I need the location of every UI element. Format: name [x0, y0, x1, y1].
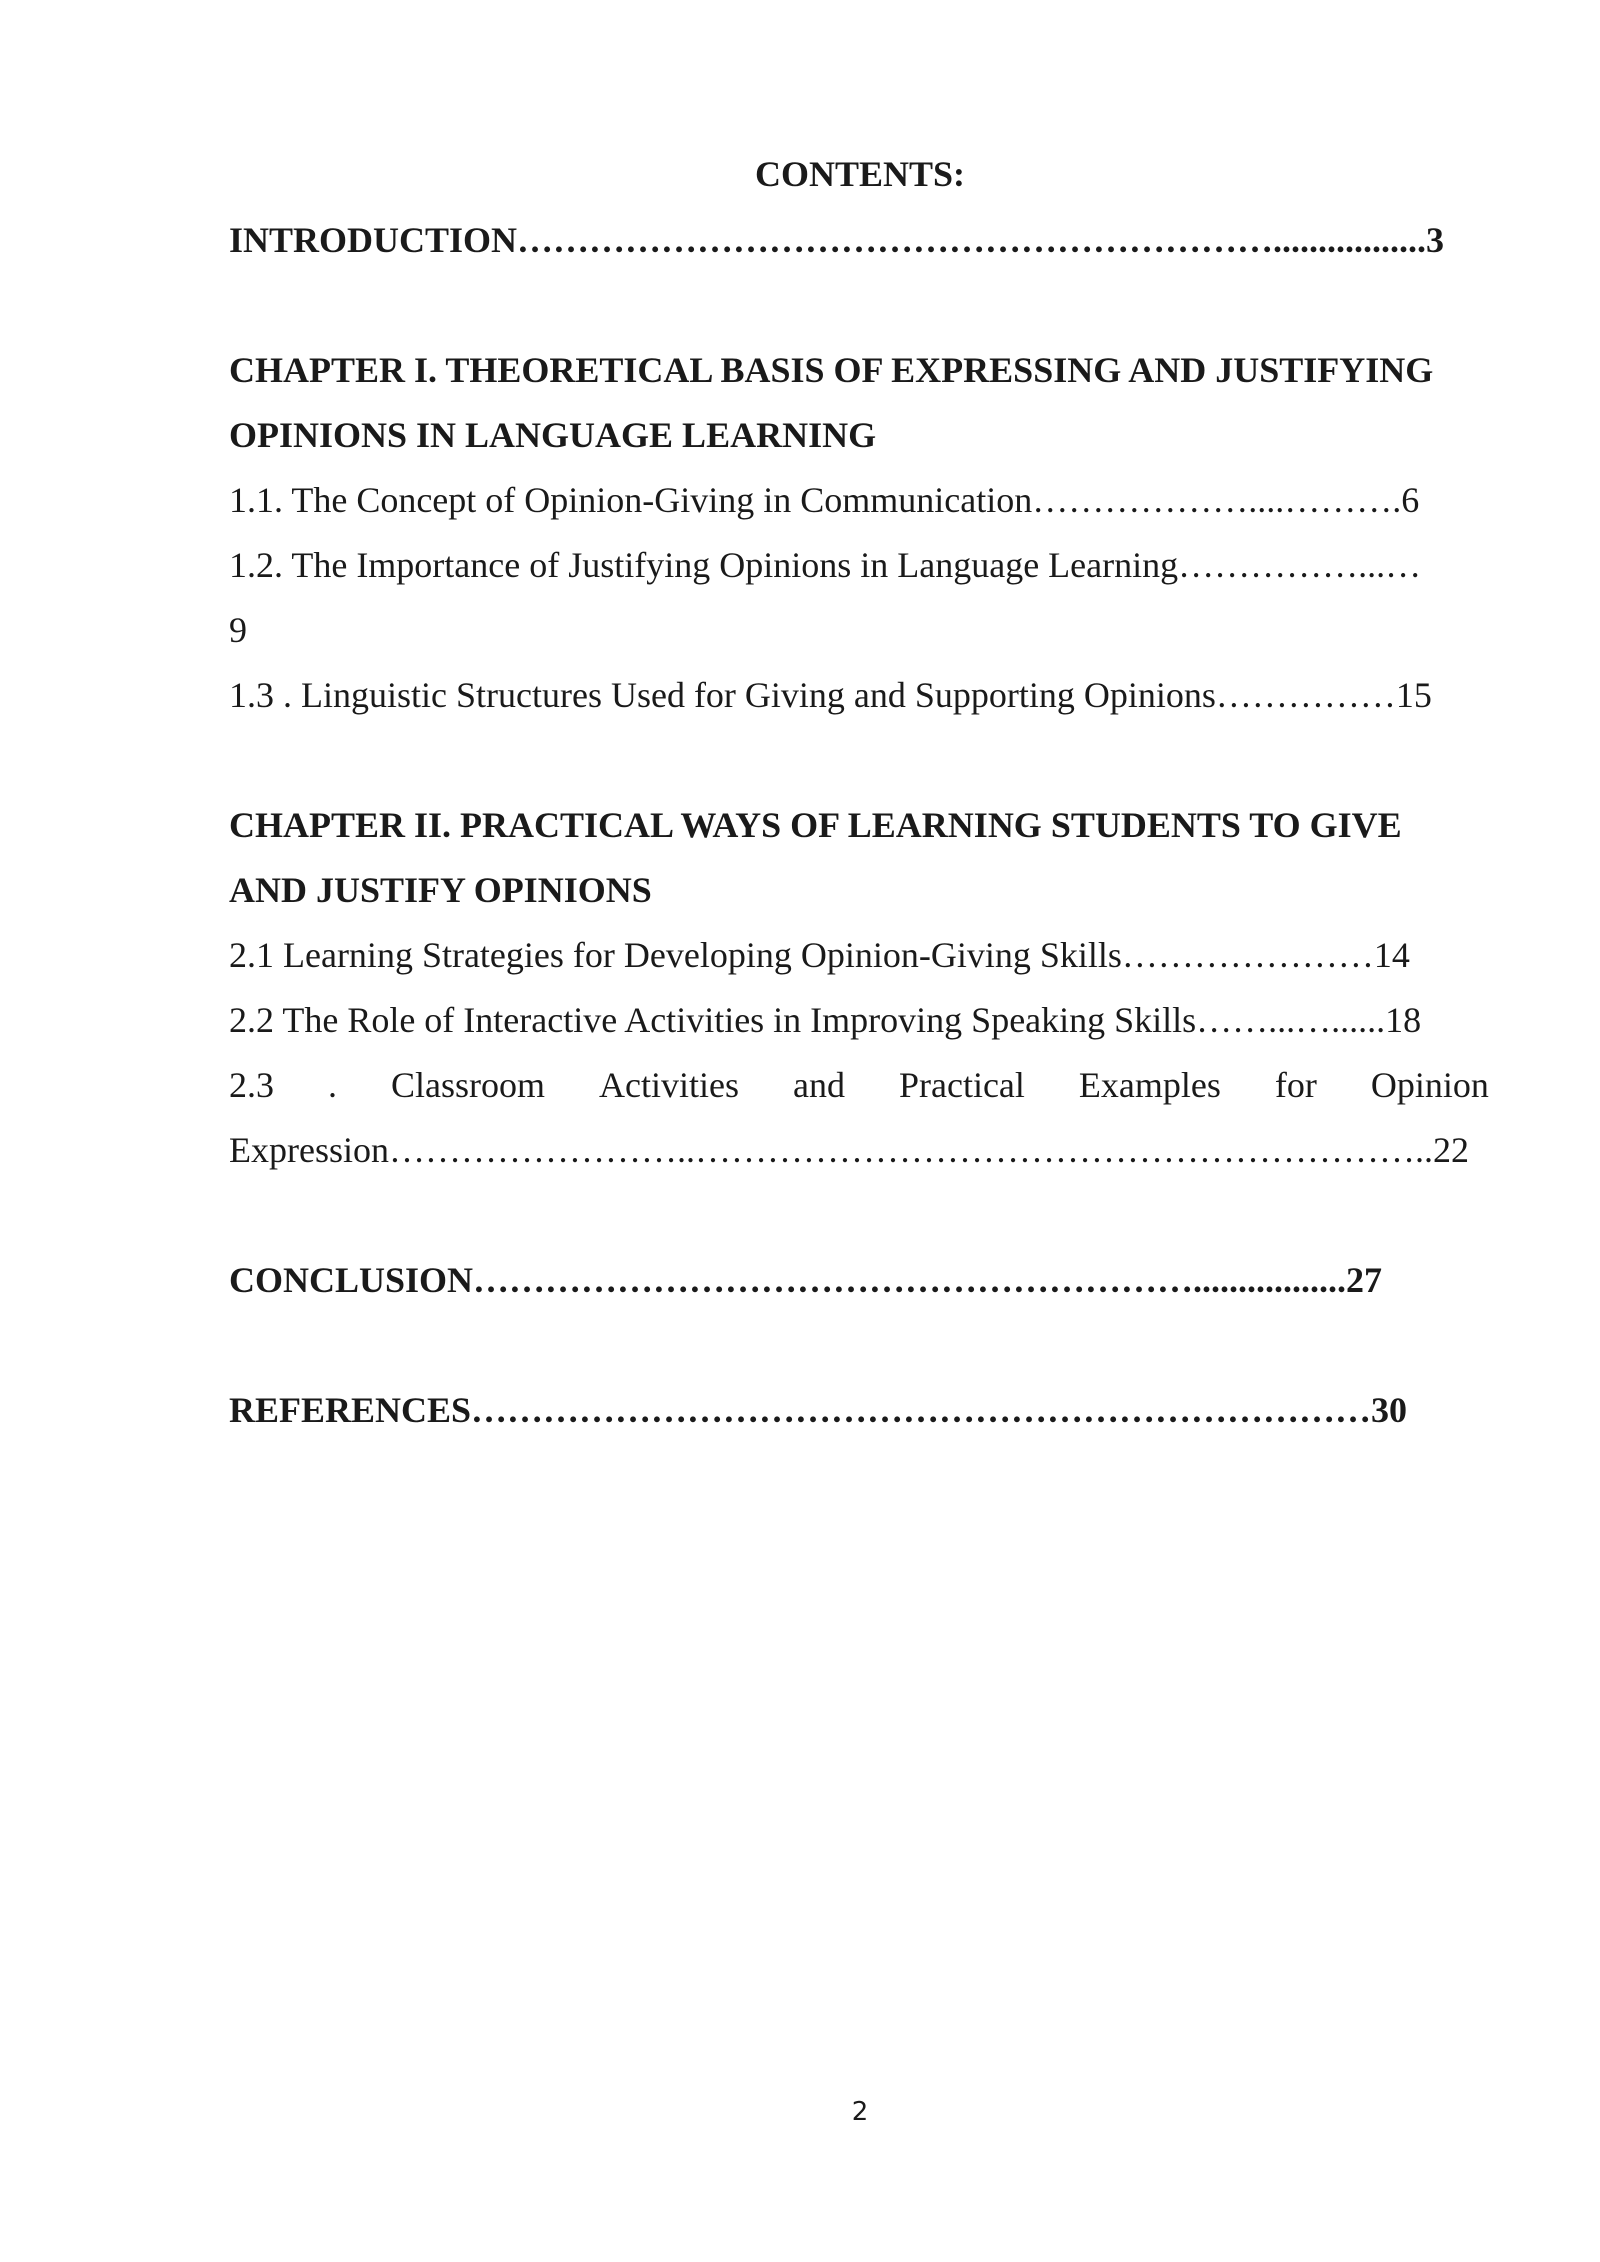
toc-entry-2-1: 2.1 Learning Strategies for Developing Opinion-Giving Skills…………………14 [229, 935, 1410, 975]
toc-entry-2-3-word: Activities [599, 1065, 739, 1105]
toc-entry-1-3: 1.3 . Linguistic Structures Used for Giving and Supporting Opinions……………15 [229, 675, 1432, 715]
toc-chapter-1-heading-continued: OPINIONS IN LANGUAGE LEARNING [229, 415, 877, 455]
toc-entry-2-3-word: and [793, 1065, 845, 1105]
toc-entry-introduction: INTRODUCTION……………………………………………………….................3 [229, 220, 1445, 260]
toc-chapter-2-heading-continued: AND JUSTIFY OPINIONS [229, 870, 652, 910]
toc-entry-references: REFERENCES…………………………………………………………………30 [229, 1390, 1408, 1430]
toc-entry-2-3-word: for [1274, 1065, 1317, 1105]
toc-entry-2-3 [229, 1063, 1489, 1107]
toc-entry-2-3-word: Opinion [1370, 1065, 1489, 1105]
toc-entry-2-3-word: . [328, 1065, 337, 1105]
toc-entry-2-3-word: Practical [898, 1065, 1025, 1105]
toc-entry-1-2: 1.2. The Importance of Justifying Opinions in Language Learning……………...… [229, 545, 1422, 585]
toc-entry-2-3-continued: Expression……………………..……………………………………………………..22 [229, 1130, 1469, 1170]
toc-entry-2-2: 2.2 The Role of Interactive Activities in Improving Speaking Skills……...…......18 [229, 1000, 1422, 1040]
contents-title: CONTENTS: [754, 154, 966, 194]
toc-entry-2-3-word: Examples [1078, 1065, 1221, 1105]
toc-chapter-1-heading: CHAPTER I. THEORETICAL BASIS OF EXPRESSING AND JUSTIFYING [229, 350, 1434, 390]
page-number: 2 [851, 2097, 869, 2127]
toc-entry-2-3-word: 2.3 [229, 1065, 274, 1105]
toc-chapter-2-heading: CHAPTER II. PRACTICAL WAYS OF LEARNING STUDENTS TO GIVE [229, 805, 1402, 845]
toc-entry-1-2-page: 9 [229, 610, 247, 650]
toc-entry-1-1: 1.1. The Concept of Opinion-Giving in Communication………………....……….6 [229, 480, 1420, 520]
toc-entry-conclusion: CONCLUSION…………………………………………………….................27 [229, 1260, 1383, 1300]
toc-entry-2-3-word: Classroom [391, 1065, 546, 1105]
